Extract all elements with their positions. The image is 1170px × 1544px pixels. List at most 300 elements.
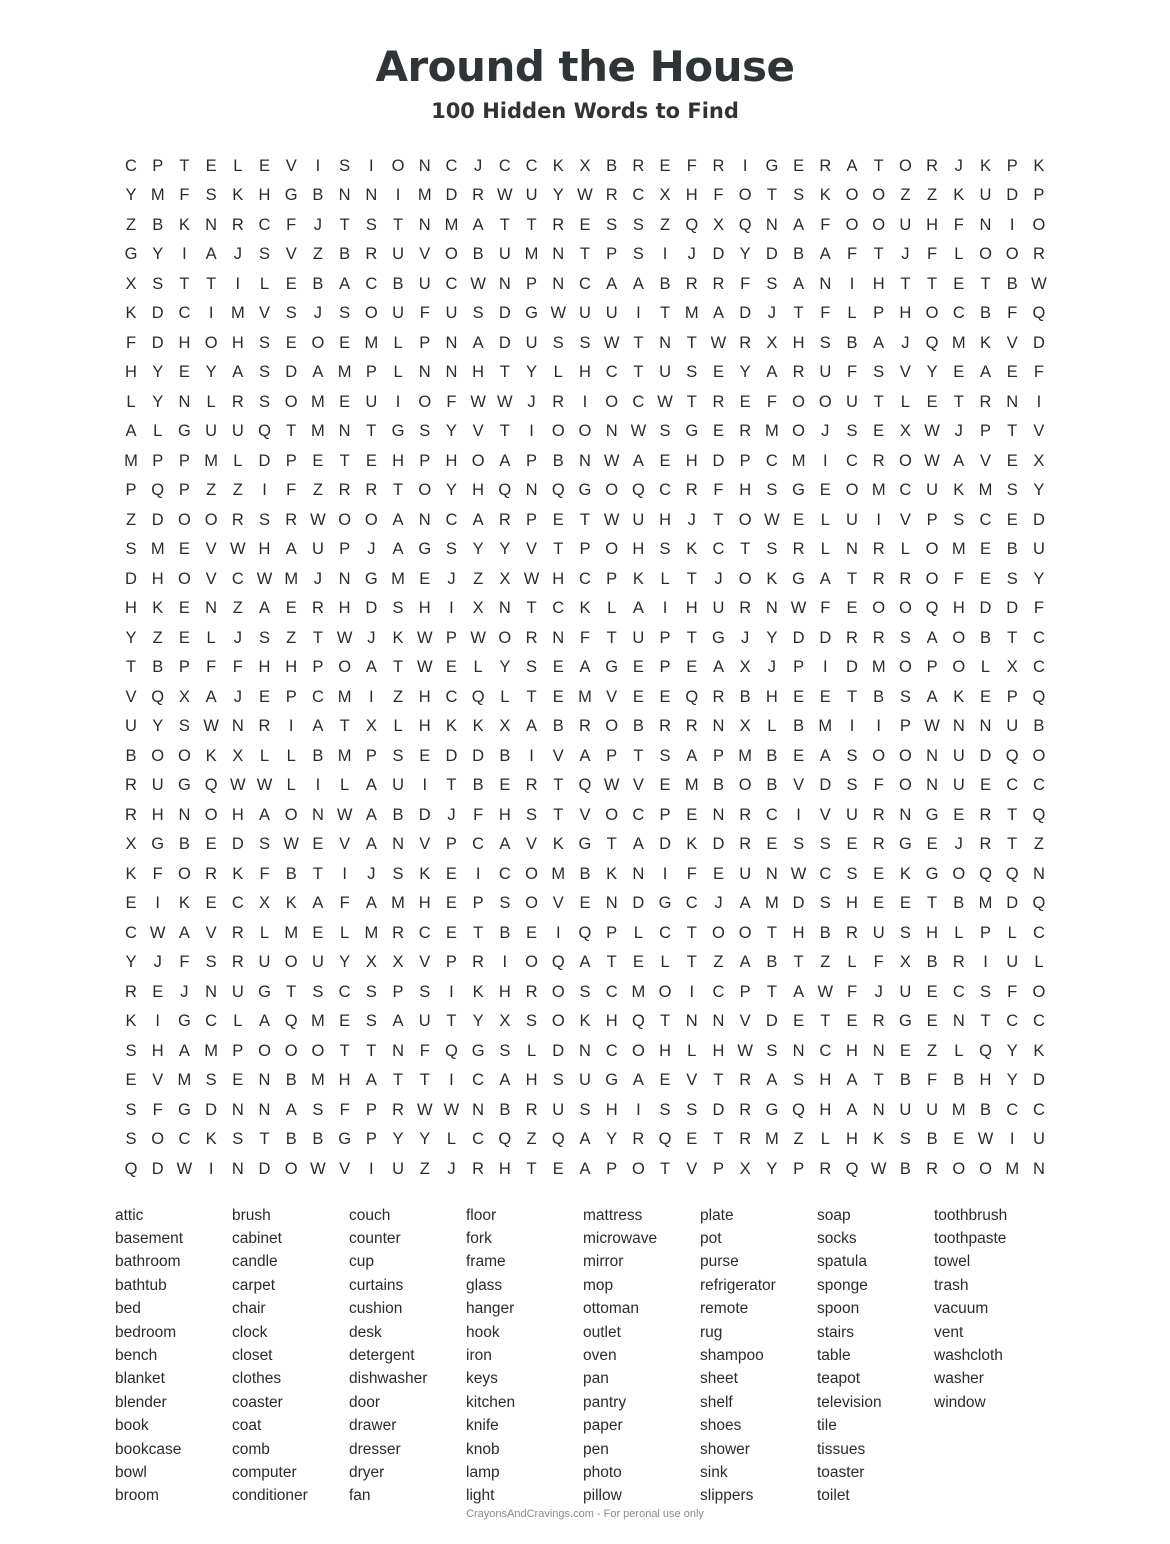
grid-cell: L bbox=[820, 510, 830, 529]
grid-cell: E bbox=[846, 1012, 858, 1030]
grid-cell: W bbox=[710, 333, 727, 352]
grid-cell: S bbox=[873, 363, 885, 381]
grid-cell: H bbox=[285, 658, 298, 676]
grid-cell: A bbox=[365, 835, 377, 853]
grid-cell: S bbox=[392, 746, 404, 765]
grid-cell: W bbox=[470, 628, 486, 647]
grid-cell: C bbox=[445, 274, 458, 293]
grid-cell: Q bbox=[124, 1159, 138, 1178]
word-list-item[interactable]: outlet bbox=[583, 1323, 621, 1341]
grid-cell: E bbox=[178, 599, 190, 617]
grid-cell: S bbox=[953, 510, 965, 529]
word-list-column bbox=[583, 1204, 700, 1508]
word-list-item[interactable]: counter bbox=[349, 1229, 401, 1247]
grid-cell: Y bbox=[472, 540, 484, 558]
grid-cell: T bbox=[446, 1012, 457, 1030]
grid-cell: S bbox=[526, 658, 538, 676]
grid-cell: H bbox=[792, 333, 805, 352]
grid-cell: Z bbox=[125, 215, 137, 234]
grid-cell: J bbox=[954, 156, 963, 175]
word-list-item[interactable]: stairs bbox=[817, 1323, 855, 1341]
word-list-item[interactable]: blender bbox=[115, 1393, 167, 1411]
word-list-item[interactable]: desk bbox=[349, 1323, 382, 1341]
grid-cell: M bbox=[124, 451, 138, 470]
grid-cell: W bbox=[630, 422, 647, 440]
grid-cell: Y bbox=[1033, 569, 1045, 588]
grid-cell: P bbox=[419, 451, 431, 470]
word-list-item[interactable]: tissues bbox=[817, 1440, 866, 1458]
grid-cell: B bbox=[285, 864, 297, 883]
grid-cell: H bbox=[178, 333, 191, 352]
grid-cell: E bbox=[552, 658, 564, 676]
grid-cell: I bbox=[315, 156, 321, 175]
grid-cell: B bbox=[979, 304, 991, 322]
grid-cell: I bbox=[449, 599, 454, 617]
word-list-item[interactable]: door bbox=[349, 1393, 381, 1411]
grid-cell: H bbox=[739, 481, 752, 499]
grid-cell: G bbox=[471, 1041, 485, 1060]
grid-cell: D bbox=[712, 1100, 725, 1119]
grid-cell: H bbox=[258, 540, 271, 558]
grid-cell: R bbox=[872, 569, 885, 588]
grid-cell: J bbox=[741, 628, 750, 647]
grid-cell: B bbox=[285, 1130, 297, 1148]
word-list-item[interactable]: attic bbox=[115, 1206, 144, 1224]
grid-cell: T bbox=[499, 363, 510, 381]
grid-cell: S bbox=[205, 1071, 217, 1089]
grid-cell: J bbox=[714, 894, 723, 912]
word-list-item[interactable]: shower bbox=[700, 1440, 750, 1458]
grid-cell: A bbox=[365, 894, 377, 912]
word-list-item[interactable]: cushion bbox=[349, 1300, 403, 1318]
grid-cell: S bbox=[365, 982, 377, 1001]
word-list-item[interactable]: bathtub bbox=[115, 1276, 167, 1294]
word-list-item[interactable]: couch bbox=[349, 1206, 391, 1224]
grid-row bbox=[120, 151, 1050, 181]
grid-cell: O bbox=[364, 510, 378, 529]
grid-cell: M bbox=[951, 1100, 966, 1119]
grid-cell: E bbox=[926, 835, 938, 853]
grid-cell: O bbox=[338, 510, 352, 529]
grid-cell: P bbox=[285, 687, 297, 706]
grid-cell: V bbox=[632, 776, 644, 794]
word-list-item[interactable]: rug bbox=[700, 1323, 723, 1341]
grid-cell: A bbox=[178, 923, 190, 942]
word-list-item[interactable]: window bbox=[934, 1393, 986, 1411]
word-list-item[interactable]: soap bbox=[817, 1206, 851, 1224]
word-list-item[interactable]: broom bbox=[115, 1487, 159, 1505]
word-list-item[interactable]: comb bbox=[232, 1440, 270, 1458]
grid-cell: F bbox=[339, 1100, 350, 1119]
word-list-item[interactable]: trash bbox=[934, 1276, 969, 1294]
grid-cell: G bbox=[525, 304, 538, 322]
grid-cell: R bbox=[1032, 245, 1045, 263]
grid-cell: S bbox=[659, 746, 671, 765]
grid-cell: F bbox=[686, 156, 697, 175]
grid-cell: F bbox=[125, 333, 137, 352]
grid-cell: B bbox=[339, 245, 351, 263]
grid-cell: O bbox=[792, 392, 805, 411]
word-list-item[interactable]: carpet bbox=[232, 1276, 276, 1294]
word-list-item[interactable]: clothes bbox=[232, 1370, 282, 1388]
word-list-item[interactable]: toilet bbox=[817, 1487, 850, 1505]
word-list-item[interactable]: dresser bbox=[349, 1440, 401, 1458]
grid-cell: N bbox=[952, 1012, 965, 1030]
word-list-item[interactable]: ottoman bbox=[583, 1300, 640, 1318]
word-list-item[interactable]: book bbox=[115, 1417, 149, 1435]
word-list-item[interactable]: frame bbox=[466, 1253, 506, 1271]
word-list-item[interactable]: bed bbox=[115, 1300, 141, 1318]
grid-cell: K bbox=[232, 864, 244, 883]
grid-cell: W bbox=[924, 422, 940, 440]
grid-cell: Q bbox=[1005, 864, 1019, 883]
grid-cell: J bbox=[447, 805, 456, 824]
grid-cell: L bbox=[954, 245, 964, 263]
grid-cell: J bbox=[233, 628, 242, 647]
word-list-item[interactable]: bathroom bbox=[115, 1253, 181, 1271]
word-list-item[interactable]: dishwasher bbox=[349, 1370, 428, 1388]
grid-cell: F bbox=[953, 569, 964, 588]
grid-cell: O bbox=[284, 392, 298, 411]
grid-cell: U bbox=[392, 1159, 404, 1178]
grid-cell: S bbox=[232, 1130, 244, 1148]
word-list-item[interactable]: clock bbox=[232, 1323, 268, 1341]
word-list-item[interactable]: pillow bbox=[583, 1487, 622, 1505]
word-list-item[interactable]: washcloth bbox=[934, 1346, 1003, 1364]
grid-cell: R bbox=[846, 628, 858, 647]
grid-cell: B bbox=[152, 215, 164, 234]
word-list-item[interactable]: television bbox=[817, 1393, 882, 1411]
word-list-item[interactable]: iron bbox=[466, 1346, 492, 1364]
grid-cell: U bbox=[712, 599, 725, 617]
word-list-item[interactable]: shelf bbox=[700, 1393, 733, 1411]
word-list-item[interactable]: toaster bbox=[817, 1463, 865, 1481]
grid-cell: O bbox=[1032, 215, 1046, 234]
grid-cell: U bbox=[231, 982, 244, 1001]
grid-cell: M bbox=[951, 540, 966, 558]
word-list-item[interactable]: computer bbox=[232, 1463, 297, 1481]
grid-cell: E bbox=[793, 156, 805, 175]
grid-cell: E bbox=[312, 451, 324, 470]
grid-cell: O bbox=[605, 392, 619, 411]
grid-cell: H bbox=[231, 333, 244, 352]
grid-cell: O bbox=[738, 569, 752, 588]
word-list-item[interactable]: brush bbox=[232, 1206, 271, 1224]
grid-cell: N bbox=[392, 835, 404, 853]
grid-cell: P bbox=[659, 628, 671, 647]
word-list-item[interactable]: bench bbox=[115, 1346, 158, 1364]
word-list-item[interactable]: coat bbox=[232, 1417, 262, 1435]
grid-row bbox=[120, 535, 1050, 565]
grid-cell: T bbox=[766, 923, 777, 942]
grid-cell: R bbox=[285, 510, 298, 529]
word-list-item[interactable]: pan bbox=[583, 1370, 609, 1388]
grid-cell: X bbox=[499, 1012, 511, 1030]
grid-cell: A bbox=[205, 687, 217, 706]
grid-cell: C bbox=[498, 156, 511, 175]
word-list-item[interactable]: dryer bbox=[349, 1463, 385, 1481]
word-list-item[interactable]: table bbox=[817, 1346, 851, 1364]
word-list-item[interactable]: shoes bbox=[700, 1417, 742, 1435]
grid-cell: Q bbox=[792, 1100, 805, 1119]
word-list-item[interactable]: bowl bbox=[115, 1463, 147, 1481]
grid-cell: A bbox=[339, 274, 351, 293]
grid-cell: N bbox=[926, 746, 939, 765]
word-list-item[interactable]: glass bbox=[466, 1276, 503, 1294]
grid-cell: Q bbox=[151, 481, 165, 499]
grid-cell: Q bbox=[738, 215, 752, 234]
word-list-item[interactable]: sink bbox=[700, 1463, 728, 1481]
grid-cell: O bbox=[1032, 982, 1046, 1001]
word-list-item[interactable]: remote bbox=[700, 1300, 749, 1318]
word-list-item[interactable]: bedroom bbox=[115, 1323, 177, 1341]
grid-cell: L bbox=[660, 569, 670, 588]
grid-cell: B bbox=[499, 923, 511, 942]
grid-cell: A bbox=[793, 215, 805, 234]
grid-cell: D bbox=[258, 451, 271, 470]
grid-row bbox=[120, 771, 1050, 801]
word-list-item[interactable]: hanger bbox=[466, 1300, 515, 1318]
grid-cell: T bbox=[713, 510, 724, 529]
grid-cell: R bbox=[952, 953, 965, 971]
grid-cell: C bbox=[952, 304, 965, 322]
grid-cell: E bbox=[285, 599, 297, 617]
grid-cell: E bbox=[686, 658, 698, 676]
grid-cell: X bbox=[739, 717, 751, 735]
grid-cell: R bbox=[739, 805, 752, 824]
grid-cell: E bbox=[899, 894, 911, 912]
grid-cell: U bbox=[418, 274, 431, 293]
grid-cell: Q bbox=[925, 333, 939, 352]
word-list-item[interactable]: keys bbox=[466, 1370, 498, 1388]
grid-cell: A bbox=[499, 1071, 511, 1089]
word-list-item[interactable]: toothpaste bbox=[934, 1229, 1007, 1247]
word-list-item[interactable]: washer bbox=[934, 1370, 984, 1388]
grid-cell: N bbox=[685, 1012, 698, 1030]
grid-cell: M bbox=[524, 245, 539, 263]
word-list-item[interactable]: mop bbox=[583, 1276, 614, 1294]
word-list-item[interactable]: plate bbox=[700, 1206, 734, 1224]
grid-cell: S bbox=[899, 628, 911, 647]
grid-row bbox=[120, 623, 1050, 653]
grid-cell: J bbox=[367, 628, 376, 647]
grid-cell: N bbox=[979, 215, 992, 234]
word-list-item[interactable]: drawer bbox=[349, 1417, 397, 1435]
word-list-item[interactable]: pen bbox=[583, 1440, 609, 1458]
grid-cell: H bbox=[125, 363, 137, 381]
word-list-item[interactable]: teapot bbox=[817, 1370, 861, 1388]
word-list-item[interactable]: closet bbox=[232, 1346, 273, 1364]
grid-cell: T bbox=[339, 1041, 350, 1060]
word-list-item[interactable]: mattress bbox=[583, 1206, 643, 1224]
grid-row bbox=[120, 653, 1050, 683]
grid-cell: E bbox=[579, 894, 591, 912]
word-list-item[interactable]: spatula bbox=[817, 1253, 867, 1271]
grid-cell: C bbox=[125, 923, 137, 942]
word-list-item[interactable]: socks bbox=[817, 1229, 857, 1247]
grid-cell: N bbox=[498, 274, 511, 293]
word-list-item[interactable]: purse bbox=[700, 1253, 739, 1271]
word-list-item[interactable]: bookcase bbox=[115, 1440, 182, 1458]
grid-cell: E bbox=[419, 569, 431, 588]
word-list-item[interactable]: paper bbox=[583, 1417, 623, 1435]
grid-cell: D bbox=[846, 658, 858, 676]
grid-cell: S bbox=[766, 540, 778, 558]
grid-cell: E bbox=[232, 1071, 244, 1089]
grid-cell: J bbox=[714, 569, 723, 588]
word-list-item[interactable]: refrigerator bbox=[700, 1276, 776, 1294]
grid-cell: W bbox=[443, 1100, 460, 1119]
grid-cell: O bbox=[712, 923, 725, 942]
grid-cell: H bbox=[151, 1041, 164, 1060]
word-list-item[interactable]: tile bbox=[817, 1417, 837, 1435]
grid-cell: N bbox=[231, 1100, 244, 1119]
word-list-item[interactable]: fork bbox=[466, 1229, 492, 1247]
grid-cell: F bbox=[873, 776, 884, 794]
word-list-item[interactable]: blanket bbox=[115, 1370, 165, 1388]
grid-cell: C bbox=[258, 215, 271, 234]
word-list-item[interactable]: photo bbox=[583, 1463, 622, 1481]
grid-cell: J bbox=[874, 982, 883, 1001]
grid-cell: D bbox=[285, 363, 298, 381]
grid-cell: O bbox=[391, 156, 405, 175]
word-list-item[interactable]: cup bbox=[349, 1253, 374, 1271]
grid-cell: W bbox=[870, 1159, 887, 1178]
word-list-item[interactable]: coaster bbox=[232, 1393, 283, 1411]
grid-cell: R bbox=[739, 333, 752, 352]
grid-cell: A bbox=[392, 510, 404, 529]
word-list-item[interactable]: vacuum bbox=[934, 1300, 989, 1318]
word-list-item[interactable]: knob bbox=[466, 1440, 500, 1458]
grid-cell: G bbox=[898, 1012, 912, 1030]
grid-cell: J bbox=[313, 304, 323, 322]
grid-cell: U bbox=[739, 864, 752, 883]
grid-cell: L bbox=[259, 923, 270, 942]
grid-cell: Q bbox=[631, 1012, 645, 1030]
grid-cell: A bbox=[472, 215, 484, 234]
grid-cell: B bbox=[552, 451, 564, 470]
grid-cell: Y bbox=[419, 1130, 431, 1148]
grid-cell: W bbox=[603, 776, 620, 794]
grid-cell: J bbox=[767, 658, 776, 676]
word-list-item[interactable]: mirror bbox=[583, 1253, 624, 1271]
word-list-item[interactable]: kitchen bbox=[466, 1393, 516, 1411]
word-list-item[interactable]: light bbox=[466, 1487, 495, 1505]
word-list-item[interactable]: floor bbox=[466, 1206, 497, 1224]
grid-cell: E bbox=[499, 776, 511, 794]
grid-cell: R bbox=[872, 540, 885, 558]
grid-cell: N bbox=[926, 776, 939, 794]
word-list-item[interactable]: vent bbox=[934, 1323, 964, 1341]
grid-cell: C bbox=[1032, 776, 1045, 794]
word-list-item[interactable]: slippers bbox=[700, 1487, 754, 1505]
word-list-item[interactable]: cabinet bbox=[232, 1229, 282, 1247]
grid-cell: C bbox=[712, 982, 725, 1001]
grid-cell: S bbox=[793, 186, 805, 204]
word-list-item[interactable]: hook bbox=[466, 1323, 500, 1341]
grid-cell: U bbox=[926, 481, 939, 499]
word-list-item[interactable]: detergent bbox=[349, 1346, 415, 1364]
grid-cell: E bbox=[819, 687, 831, 706]
grid-cell: I bbox=[662, 599, 668, 617]
word-list-item[interactable]: pot bbox=[700, 1229, 722, 1247]
grid-cell: L bbox=[206, 628, 216, 647]
word-list-item[interactable]: fan bbox=[349, 1487, 371, 1505]
grid-cell: C bbox=[659, 923, 672, 942]
grid-cell: O bbox=[872, 186, 886, 204]
grid-cell: S bbox=[259, 363, 271, 381]
word-list-item[interactable]: sheet bbox=[700, 1370, 738, 1388]
word-list-item[interactable]: curtains bbox=[349, 1276, 404, 1294]
grid-cell: S bbox=[686, 363, 698, 381]
word-list-item[interactable]: conditioner bbox=[232, 1487, 308, 1505]
grid-cell: F bbox=[873, 953, 884, 971]
grid-cell: A bbox=[686, 746, 698, 765]
grid-cell: H bbox=[445, 451, 458, 470]
grid-cell: L bbox=[393, 363, 403, 381]
grid-cell: I bbox=[529, 422, 534, 440]
grid-cell: I bbox=[262, 481, 267, 499]
grid-row bbox=[120, 889, 1050, 919]
grid-cell: H bbox=[685, 451, 698, 470]
grid-cell: L bbox=[633, 923, 643, 942]
grid-cell: G bbox=[177, 1012, 191, 1030]
grid-cell: R bbox=[525, 776, 538, 794]
grid-cell: Z bbox=[660, 215, 671, 234]
grid-cell: O bbox=[898, 599, 912, 617]
grid-cell: W bbox=[764, 510, 780, 529]
grid-cell: S bbox=[125, 540, 137, 558]
word-list-item[interactable]: oven bbox=[583, 1346, 617, 1364]
word-list-item[interactable]: spoon bbox=[817, 1300, 860, 1318]
word-list-item[interactable]: shampoo bbox=[700, 1346, 764, 1364]
grid-cell: H bbox=[392, 451, 404, 470]
grid-cell: T bbox=[419, 1071, 430, 1089]
word-list-item[interactable]: chair bbox=[232, 1300, 266, 1318]
grid-cell: Z bbox=[927, 186, 938, 204]
grid-cell: V bbox=[686, 1071, 698, 1089]
word-list-item[interactable]: sponge bbox=[817, 1276, 868, 1294]
grid-cell: E bbox=[686, 1130, 698, 1148]
grid-cell: M bbox=[551, 864, 566, 883]
word-list-item[interactable]: lamp bbox=[466, 1463, 500, 1481]
grid-cell: C bbox=[231, 569, 244, 588]
grid-cell: C bbox=[846, 451, 858, 470]
word-list-item[interactable]: candle bbox=[232, 1253, 278, 1271]
grid-row bbox=[120, 446, 1050, 476]
word-list-item[interactable]: knife bbox=[466, 1417, 499, 1435]
grid-cell: S bbox=[392, 864, 404, 883]
grid-cell: T bbox=[980, 274, 991, 293]
grid-cell: S bbox=[579, 1100, 591, 1119]
grid-cell: U bbox=[125, 717, 137, 735]
grid-cell: F bbox=[473, 805, 484, 824]
grid-cell: O bbox=[872, 599, 886, 617]
grid-cell: D bbox=[979, 599, 992, 617]
word-list-item[interactable]: pantry bbox=[583, 1393, 627, 1411]
grid-cell: D bbox=[418, 805, 431, 824]
word-list-item[interactable]: basement bbox=[115, 1229, 184, 1247]
grid-cell: L bbox=[820, 1130, 830, 1148]
grid-cell: F bbox=[179, 953, 190, 971]
grid-cell: O bbox=[284, 1041, 298, 1060]
grid-cell: O bbox=[605, 717, 619, 735]
word-list-item[interactable]: microwave bbox=[583, 1229, 658, 1247]
word-list-item[interactable]: towel bbox=[934, 1253, 971, 1271]
grid-cell: M bbox=[311, 422, 325, 440]
grid-cell: W bbox=[310, 510, 326, 529]
word-list-item[interactable]: toothbrush bbox=[934, 1206, 1008, 1224]
